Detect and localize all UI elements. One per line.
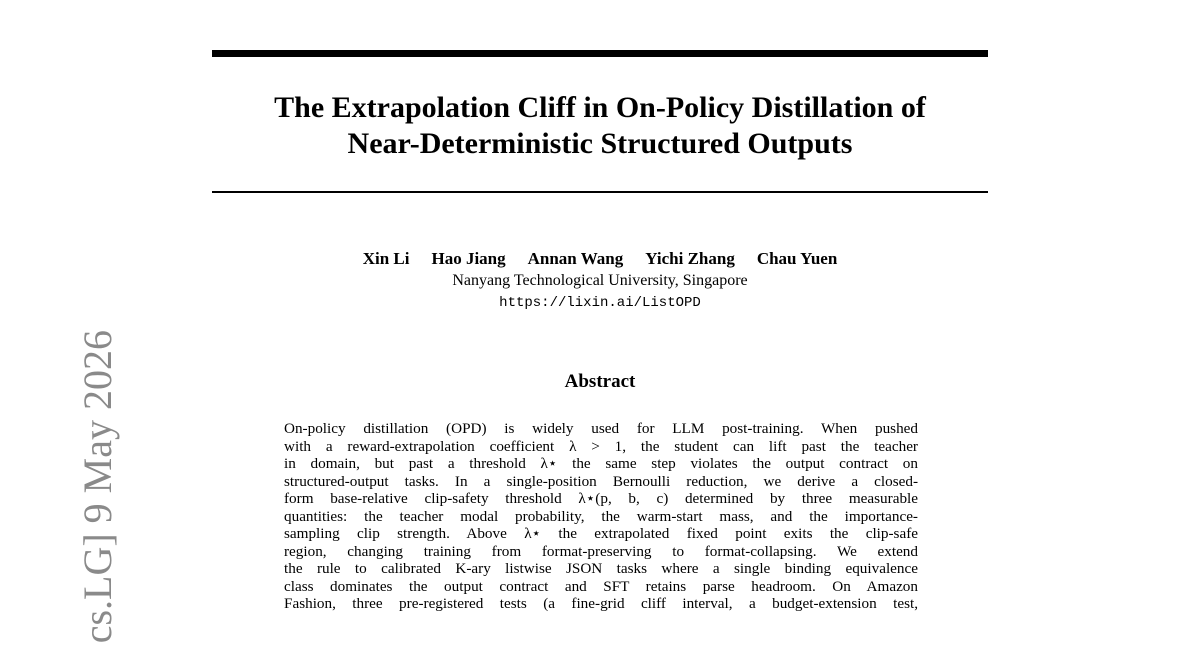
author-affiliation: Nanyang Technological University, Singapore (452, 272, 748, 289)
arxiv-side-stamp-text: cs.LG] 9 May 2026 (75, 330, 120, 644)
author-name: Annan Wang (527, 249, 624, 268)
author-name: Yichi Zhang (645, 249, 735, 268)
abstract-line: in domain, but past a threshold λ⋆ the same step violates the output contract on (284, 455, 918, 472)
abstract-line: class dominates the output contract and SFT retains parse headroom. On Amazon (284, 577, 918, 595)
title-top-rule (212, 50, 988, 57)
abstract-line: quantities: the teacher modal probability, the warm-start mass, and the importance- (284, 507, 918, 525)
author-name: Hao Jiang (431, 249, 506, 268)
abstract-line: On-policy distillation (OPD) is widely used for LLM post-training. When pushed (284, 420, 918, 437)
author-list (212, 249, 988, 269)
abstract-line: structured-output tasks. In a single-position Bernoulli reduction, we derive a closed- (284, 472, 918, 490)
paper-title (212, 90, 988, 162)
project-url[interactable]: https://lixin.ai/ListOPD (499, 295, 701, 311)
abstract-body (284, 420, 918, 613)
arxiv-side-stamp (26, 330, 120, 648)
author-name: Xin Li (362, 249, 410, 268)
abstract-line: Fashion, three pre-registered tests (a fine-grid cliff interval, a budget-extension test, (284, 595, 918, 612)
title-bottom-rule (212, 191, 988, 193)
author-name: Chau Yuen (756, 249, 838, 268)
paper-title-line-2: Near-Deterministic Structured Outputs (347, 127, 853, 160)
abstract-line: with a reward-extrapolation coefficient λ > 1, the student can lift past the teacher (284, 437, 918, 455)
abstract-line: form base-relative clip-safety threshold λ⋆(p, b, c) determined by three measurable (284, 490, 918, 507)
abstract-line: region, changing training from format-preserving to format-collapsing. We extend (284, 542, 918, 560)
abstract-line: sampling clip strength. Above λ⋆ the extrapolated fixed point exits the clip-safe (284, 525, 918, 542)
paper-title-line-1: The Extrapolation Cliff in On-Policy Distillation of (274, 91, 926, 124)
abstract-heading: Abstract (564, 371, 636, 392)
abstract-line: the rule to calibrated K-ary listwise JSON tasks where a single binding equivalence (284, 560, 918, 577)
